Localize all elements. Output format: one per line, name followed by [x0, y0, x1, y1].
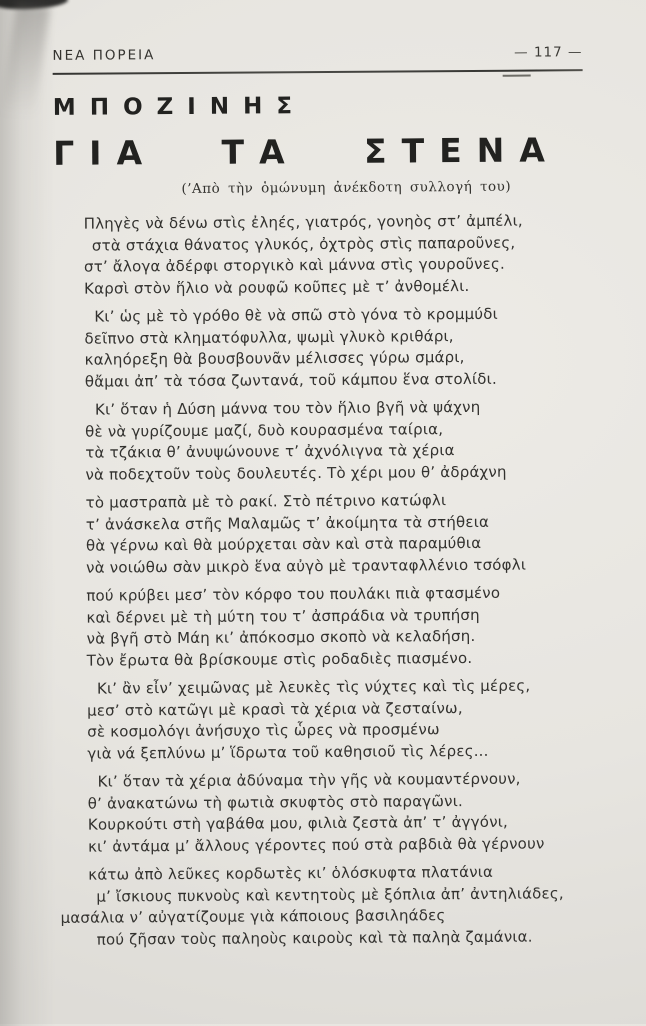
poem-stanza [88, 768, 589, 857]
poem-line: πού ζῆσαν τοὺς παληοὺς καιροὺς καὶ τὰ παληὰ ζαμάνια. [96, 927, 533, 949]
poem-line: στὰ στάχια θάνατος γλυκός, ὀχτρὸς στὶς παπαροῦνες, [91, 233, 516, 255]
poem-line: θἄμαι ἀπ’ τὰ τόσα ζωντανά, τοῦ κάμπου ἕνα στολίδι. [84, 369, 497, 391]
poem-line: Κι’ ὅταν ἡ Δύση μάννα του τὸν ἥλιο βγῆ νὰ ψάχνη [94, 397, 481, 419]
poem-line: Καρσὶ στὸν ἥλιο νὰ ρουφῶ κοῦπες μὲ τ’ ἀνθομέλι. [84, 276, 470, 298]
poem-stanza [60, 861, 589, 950]
rule-notch [503, 75, 531, 77]
poem-line: γιὰ νά ξεπλύνω μ’ ἵδρωτα τοῦ καθησιοῦ τὶς λέρες... [87, 741, 489, 763]
poem-line: τὸ μαστραπὰ μὲ τὸ ρακί. Στὸ πέτρινο κατώφλι [85, 491, 447, 512]
poem-line: μεσ’ στὸ κατῶγι μὲ κρασὶ τὰ χέρια νὰ ζεσταίνω, [87, 698, 463, 720]
poem-line: Πληγὲς νὰ δένω στὶς ἐληές, γιατρός, γονηὸς στ’ ἀμπέλι, [83, 211, 523, 233]
poem-line: θ’ ἀνακατώνω τὴ φωτιὰ σκυφτὸς στὸ παραγῶνι. [87, 791, 463, 813]
poem-line: τ’ ἀνάσκελα στῆς Μαλαμῶς τ’ ἀκοίμητα τὰ στήθεια [85, 512, 490, 534]
poem-line: Κι’ ἂν εἶν’ χειμῶνας μὲ λευκὲς τὶς νύχτες καὶ τὶς μέρες, [96, 676, 531, 698]
poem-line: νὰ νοιώθω σὰν μικρὸ ἕνα αὐγὸ μὲ τρανταφλλένιο τσόφλι [86, 555, 527, 577]
poem-line: μ’ ἴσκιους πυκνοὺς καὶ κεντητοὺς μὲ ξόπλια ἀπ’ ἀντηλιάδες, [96, 883, 564, 906]
poem-stanza [86, 582, 587, 671]
poem-subtitle: (’Απὸ τὴν ὁμώνυμη ἀνέκδοτη συλλογή του) [181, 178, 512, 197]
poem-line: Κι’ ὡς μὲ τὸ γρόθο θὲ νὰ σπῶ στὸ γόνα τὸ κρομμύδι [94, 304, 498, 326]
poem-line: θὲ νὰ γυρίζουμε μαζί, δυὸ κουρασμένα ταίρια, [85, 419, 444, 441]
poem-line: τὰ τζάκια θ’ ἀνυψώνουνε τ’ ἀχνόλιγνα τὰ χέρια [85, 441, 455, 462]
poem-line: Τὸν ἔρωτα θὰ βρίσκουμε στὶς ροδαδιὲς πιασμένο. [86, 648, 473, 670]
poem-body [54, 210, 589, 951]
poem-line: Κι’ ὅταν τὰ χέρια ἀδύναμα τὴν γῆς νὰ κουμαντέρνουν, [97, 769, 521, 791]
poem-line: καὶ δέρνει μὲ τὴ μύτη του τ’ ἀσπράδια νὰ τρυπήση [86, 605, 480, 627]
poem-stanza [84, 303, 585, 392]
page-number: — 117 — [514, 44, 583, 61]
author-name: ΜΠΟΖΙΝΗΣ [52, 93, 307, 121]
poem-line: δεῖπνο στὰ κληματόφυλλα, ψωμὶ γλυκὸ κριθάρι, [84, 326, 454, 348]
poem-line: νὰ ποδεχτοῦν τοὺς δουλευτές. Τὸ χέρι μου θ’ ἀδράχνη [85, 462, 507, 484]
journal-name: ΝΕΑ ΠΟΡΕΙΑ [52, 47, 156, 64]
poem-line: κι’ ἀντάμα μ’ ἄλλους γέροντες πού στὰ ραβδιὰ θὰ γέρνουν [87, 833, 545, 856]
poem-line: σὲ κοσμολόγι ἀνήσυχο τὶς ὧρες νὰ προσμένω [87, 720, 440, 741]
poem-line: μασάλια ν’ αὐγατίζουμε γιὰ κάποιους βασιληάδες [60, 906, 446, 927]
poem-line: θὰ γέρνω καὶ θὰ μούρχεται σὰν καὶ στὰ παραμύθια [85, 533, 482, 555]
poem-line: κάτω ἀπὸ λεῦκες κορδωτὲς κι’ ὁλόσκυφτα πλατάνια [88, 862, 494, 884]
poem-line: στ’ ἄλογα ἀδέρφι στοργικὸ καὶ μάννα στὶς γουροῦνες. [83, 254, 505, 276]
header-rule [53, 69, 583, 75]
running-header [52, 44, 582, 64]
poem-stanza [86, 489, 587, 578]
poem-line: νὰ βγῆ στὸ Μάη κι’ ἀπόκοσμο σκοπὸ νὰ κελαδήση. [86, 626, 476, 648]
poem-line: πού κρύβει μεσ’ τὸν κόρφο του πουλάκι πιὰ φτασμένο [86, 583, 501, 605]
poem-stanza [84, 210, 585, 299]
poem-line: καληόρεξη θὰ βουσβουνᾶν μέλισσες γύρω σμάρι, [84, 348, 465, 369]
poem-stanza [85, 396, 586, 485]
poem-stanza [87, 675, 588, 764]
poem-line: Κουρκούτι στὴ γαβάθα μου, φιλιὰ ζεστὰ ἀπ’ τ’ ἀγγόνι, [87, 812, 509, 834]
poem-title: ΓΙΑ ΤΑ ΣΤΕΝΑ [53, 130, 560, 173]
